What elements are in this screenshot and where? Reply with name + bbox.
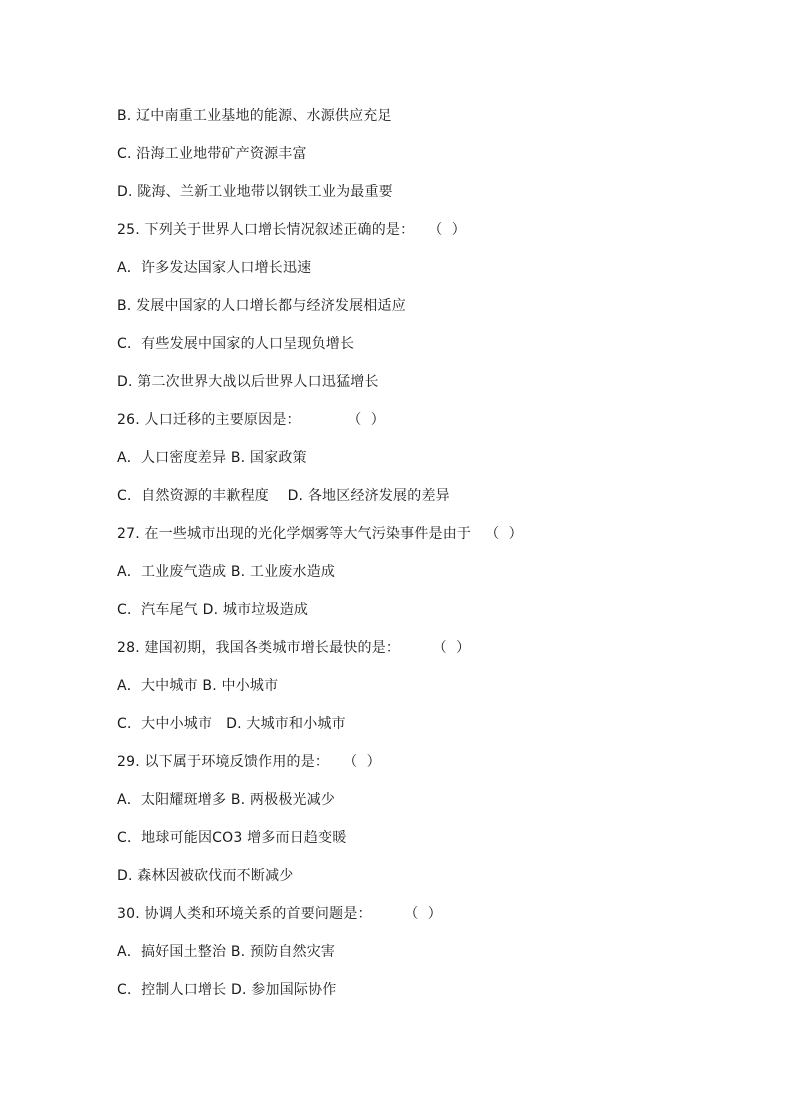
text-line: C. 沿海工业地带矿产资源丰富 (117, 146, 307, 162)
question-stem: 26. 人口迁移的主要原因是： （ ） (117, 412, 385, 428)
answer-option: B. 发展中国家的人口增长都与经济发展相适应 (117, 298, 406, 314)
answer-option: A．太阳耀斑增多 B. 两极极光减少 (117, 792, 336, 808)
answer-option: D. 第二次世界大战以后世界人口迅猛增长 (117, 374, 379, 390)
answer-option: C．地球可能因CO3 增多而日趋变暖 (117, 830, 347, 846)
answer-option: C．自然资源的丰歉程度 D. 各地区经济发展的差异 (117, 488, 450, 504)
answer-option: C．汽车尾气 D. 城市垃圾造成 (117, 602, 309, 618)
answer-option: A．大中城市 B. 中小城市 (117, 678, 279, 694)
question-list (117, 104, 737, 1016)
answer-option: A．许多发达国家人口增长迅速 (117, 260, 312, 276)
answer-option: A．工业废气造成 B. 工业废水造成 (117, 564, 336, 580)
answer-option: C．有些发展中国家的人口呈现负增长 (117, 336, 355, 352)
answer-option: A．人口密度差异 B. 国家政策 (117, 450, 307, 466)
answer-option: A．搞好国土整治 B. 预防自然灾害 (117, 944, 336, 960)
question-stem: 30. 协调人类和环境关系的首要问题是： （ ） (117, 906, 442, 922)
answer-option: C．大中小城市 D. 大城市和小城市 (117, 716, 346, 732)
question-stem: 29. 以下属于环境反馈作用的是： （ ） (117, 754, 381, 770)
text-line: D. 陇海、兰新工业地带以钢铁工业为最重要 (117, 184, 393, 200)
question-stem: 28. 建国初期，我国各类城市增长最快的是： （ ） (117, 640, 471, 656)
text-line: B. 辽中南重工业基地的能源、水源供应充足 (117, 108, 392, 124)
answer-option: C．控制人口增长 D. 参加国际协作 (117, 982, 337, 998)
question-stem: 27. 在一些城市出现的光化学烟雾等大气污染事件是由于 （ ） (117, 526, 523, 542)
answer-option: D. 森林因被砍伐而不断减少 (117, 868, 294, 884)
question-stem: 25. 下列关于世界人口增长情况叙述正确的是： （ ） (117, 222, 466, 238)
